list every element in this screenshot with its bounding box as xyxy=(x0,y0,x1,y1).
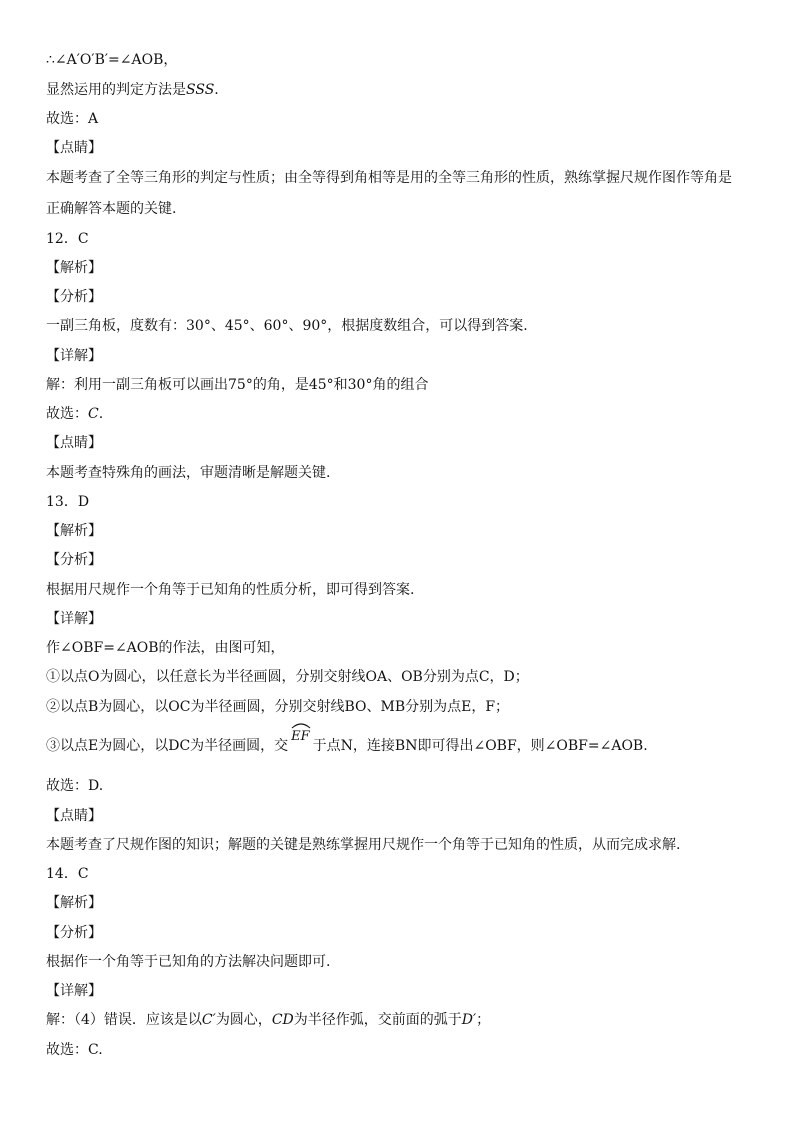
text-line: 显然运用的判定方法是SSS. xyxy=(46,82,219,98)
text-line: 作∠OBF=∠AOB的作法，由图可知， xyxy=(46,640,285,656)
text-line: 故选：C. xyxy=(46,406,104,422)
arc-ef-notation: EF xyxy=(291,725,310,747)
text-line: ①以点O为圆心，以任意长为半径画圆，分别交射线OA、OB分别为点C，D； xyxy=(46,669,529,685)
section-heading: 【分析】 xyxy=(46,925,102,941)
text-line: 正确解答本题的关键. xyxy=(46,201,177,217)
text-line: 本题考查特殊角的画法，审题清晰是解题关键. xyxy=(46,465,331,481)
text-line: ③以点E为圆心，以DC为半径画圆，交 EF于点N，连接BN即可得出∠OBF，则∠OBF=∠AOB. xyxy=(46,735,648,757)
text-line: 故选：C. xyxy=(46,1042,103,1058)
section-heading: 【点睛】 xyxy=(46,808,102,824)
text-line: 根据用尺规作一个角等于已知角的性质分析，即可得到答案. xyxy=(46,582,415,598)
text-line: 解：（4）错误．应该是以C′为圆心，CD为半径作弧，交前面的弧于D′； xyxy=(46,1012,491,1028)
text-line: 一副三角板，度数有：30°、45°、60°、90°，根据度数组合，可以得到答案. xyxy=(46,318,528,334)
section-heading: 【分析】 xyxy=(46,289,102,305)
section-heading: 【点睛】 xyxy=(46,435,102,451)
text-line: 故选：A xyxy=(46,111,99,127)
question-number: 13．D xyxy=(46,494,90,510)
section-heading: 【点睛】 xyxy=(46,140,102,156)
section-heading: 【解析】 xyxy=(46,523,102,539)
text-line: 本题考查了全等三角形的判定与性质；由全等得到角相等是用的全等三角形的性质，熟练掌握尺规作图作等角是 xyxy=(46,170,732,186)
text-line: 根据作一个角等于已知角的方法解决问题即可. xyxy=(46,954,331,970)
question-number: 14．C xyxy=(46,866,89,882)
section-heading: 【解析】 xyxy=(46,260,102,276)
question-number: 12．C xyxy=(46,231,89,247)
text-line: 故选：D. xyxy=(46,778,104,794)
section-heading: 【解析】 xyxy=(46,895,102,911)
text-line: 本题考查了尺规作图的知识；解题的关键是熟练掌握用尺规作一个角等于已知角的性质，从而完成求解. xyxy=(46,837,681,853)
section-heading: 【详解】 xyxy=(46,348,102,364)
text-line: 解：利用一副三角板可以画出75°的角，是45°和30°角的组合 xyxy=(46,377,429,393)
section-heading: 【详解】 xyxy=(46,611,102,627)
section-heading: 【详解】 xyxy=(46,983,102,999)
text-line: ②以点B为圆心，以OC为半径画圆，分别交射线BO、MB分别为点E，F； xyxy=(46,699,510,715)
arc-symbol-icon xyxy=(291,721,311,729)
section-heading: 【分析】 xyxy=(46,552,102,568)
text-line: ∴∠A′O′B′=∠AOB， xyxy=(46,52,178,68)
